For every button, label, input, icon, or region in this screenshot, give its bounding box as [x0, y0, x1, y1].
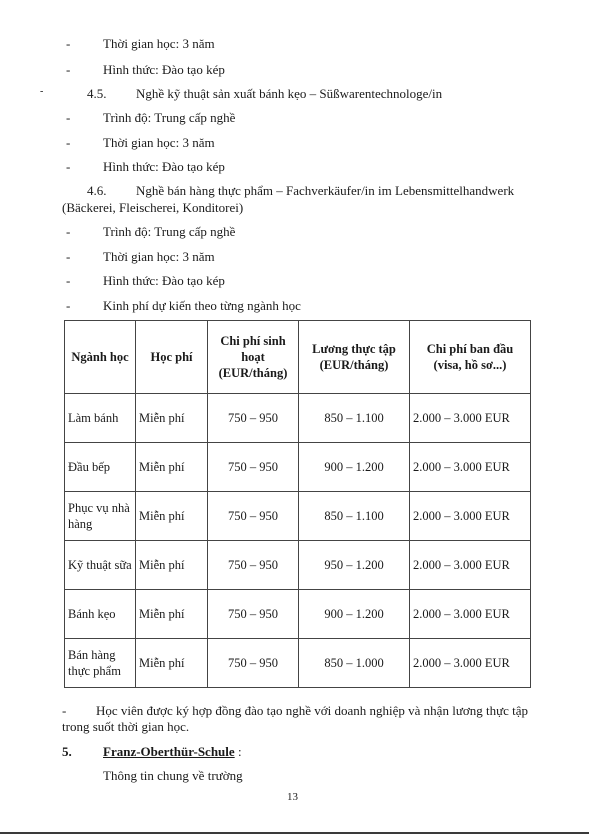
list-item-text: Hình thức: Đào tạo kép: [103, 273, 225, 288]
section-title: Nghề kỹ thuật sản xuất bánh kẹo – Süßwarentechnologe/in: [136, 86, 443, 101]
cell-program: Làm bánh: [65, 394, 136, 443]
bullet-dash: -: [66, 110, 71, 125]
cell-salary: 950 – 1.200: [299, 541, 410, 590]
fee-table: [64, 320, 531, 688]
bullet-dash: -: [66, 62, 71, 77]
list-item-text: Thời gian học: 3 năm: [103, 36, 215, 51]
cell-initial-cost: 2.000 – 3.000 EUR: [410, 394, 531, 443]
cell-program: Kỹ thuật sữa: [65, 541, 136, 590]
paragraph-text-continued: trong suốt thời gian học.: [62, 719, 190, 734]
header-cell: Học phí: [136, 321, 208, 394]
table-row: [65, 590, 531, 639]
page-number: 13: [287, 791, 298, 803]
list-item-text: Trình độ: Trung cấp nghề: [103, 110, 236, 125]
section-number: 4.5.: [87, 86, 107, 101]
stray-mark: -: [40, 86, 44, 97]
bullet-dash: -: [66, 224, 71, 239]
list-item-text: Thời gian học: 3 năm: [103, 135, 215, 150]
cell-living-cost: 750 – 950: [208, 443, 299, 492]
header-cell: Chi phí ban đầu (visa, hồ sơ...): [410, 321, 531, 394]
cell-initial-cost: 2.000 – 3.000 EUR: [410, 590, 531, 639]
section-number: 4.6.: [87, 183, 107, 198]
cell-tuition: Miễn phí: [136, 590, 208, 639]
cell-living-cost: 750 – 950: [208, 394, 299, 443]
cell-initial-cost: 2.000 – 3.000 EUR: [410, 443, 531, 492]
cell-salary: 900 – 1.200: [299, 590, 410, 639]
section-title: Franz-Oberthür-Schule: [103, 744, 235, 759]
section-number: 5.: [62, 744, 72, 759]
list-item-text: Hình thức: Đào tạo kép: [103, 159, 225, 174]
bullet-dash: -: [66, 36, 71, 51]
cell-initial-cost: 2.000 – 3.000 EUR: [410, 492, 531, 541]
cell-tuition: Miễn phí: [136, 443, 208, 492]
cell-program: Bánh kẹo: [65, 590, 136, 639]
cell-tuition: Miễn phí: [136, 394, 208, 443]
table-row: [65, 639, 531, 688]
header-cell: Chi phí sinh hoạt (EUR/tháng): [208, 321, 299, 394]
section-title: Nghề bán hàng thực phẩm – Fachverkäufer/in im Lebensmittelhandwerk: [136, 183, 515, 198]
cell-tuition: Miễn phí: [136, 639, 208, 688]
bullet-dash: -: [66, 249, 71, 264]
cell-program: Phục vụ nhà hàng: [65, 492, 136, 541]
bullet-dash: -: [66, 135, 71, 150]
table-row: [65, 492, 531, 541]
cell-salary: 900 – 1.200: [299, 443, 410, 492]
cell-initial-cost: 2.000 – 3.000 EUR: [410, 541, 531, 590]
section-title-continued: (Bäckerei, Fleischerei, Konditorei): [62, 200, 244, 215]
bullet-dash: -: [62, 703, 67, 718]
cell-salary: 850 – 1.000: [299, 639, 410, 688]
cell-living-cost: 750 – 950: [208, 492, 299, 541]
cell-living-cost: 750 – 950: [208, 639, 299, 688]
table-row: [65, 394, 531, 443]
table-header-row: [65, 321, 531, 394]
cell-tuition: Miễn phí: [136, 541, 208, 590]
bullet-dash: -: [66, 159, 71, 174]
list-item-text: Hình thức: Đào tạo kép: [103, 62, 225, 77]
bullet-dash: -: [66, 273, 71, 288]
bullet-dash: -: [66, 298, 71, 313]
table-row: [65, 443, 531, 492]
cell-initial-cost: 2.000 – 3.000 EUR: [410, 639, 531, 688]
paragraph-text: Thông tin chung về trường: [103, 768, 243, 783]
header-cell: Ngành học: [65, 321, 136, 394]
list-item-text: Kinh phí dự kiến theo từng ngành học: [103, 298, 301, 313]
section-title-colon: :: [238, 744, 242, 759]
cell-program: Đầu bếp: [65, 443, 136, 492]
header-cell: Lương thực tập (EUR/tháng): [299, 321, 410, 394]
table-row: [65, 541, 531, 590]
list-item-text: Thời gian học: 3 năm: [103, 249, 215, 264]
cell-program: Bán hàng thực phẩm: [65, 639, 136, 688]
cell-living-cost: 750 – 950: [208, 590, 299, 639]
cell-living-cost: 750 – 950: [208, 541, 299, 590]
paragraph-text: Học viên được ký hợp đồng đào tạo nghề với doanh nghiệp và nhận lương thực tập: [96, 703, 529, 718]
cell-tuition: Miễn phí: [136, 492, 208, 541]
cell-salary: 850 – 1.100: [299, 394, 410, 443]
cell-salary: 850 – 1.100: [299, 492, 410, 541]
list-item-text: Trình độ: Trung cấp nghề: [103, 224, 236, 239]
